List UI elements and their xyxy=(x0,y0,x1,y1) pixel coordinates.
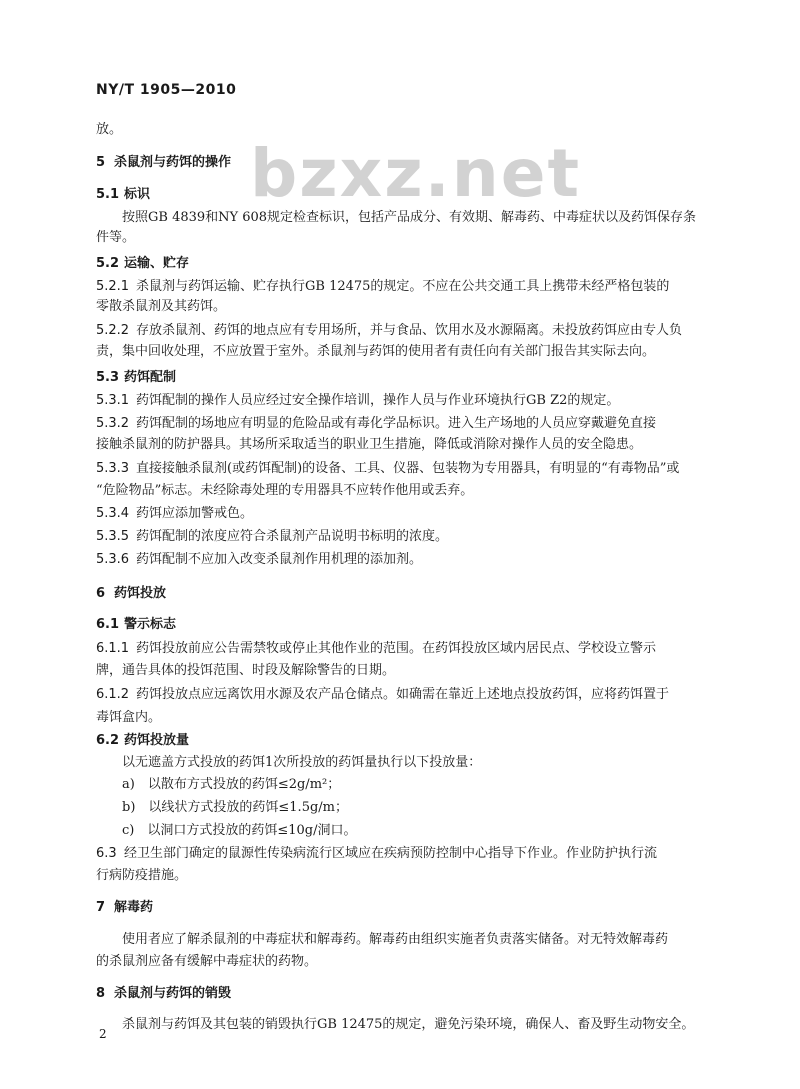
section-title: 运输、贮存 xyxy=(124,256,190,271)
paragraph-line: 按照GB 4839和NY 608规定检查标识，包括产品成分、有效期、解毒药、中毒症状以及药饵保存条 xyxy=(122,210,697,225)
clause-text: 药饵投放前应公告需禁牧或停止其他作业的范围。在药饵投放区域内居民点、学校设立警示 xyxy=(136,641,657,656)
list-item: c) 以洞口方式投放的药饵≤10g/洞口。 xyxy=(122,823,357,838)
section-title: 药饵配制 xyxy=(124,370,177,385)
section-6-1-heading xyxy=(96,616,176,634)
clause-text: 药饵配制的场地应有明显的危险品或有毒化学品标识。进入生产场地的人员应穿戴避免直接 xyxy=(136,416,657,431)
paragraph-line: “危险物品”标志。未经除毒处理的专用器具不应转作他用或丢弃。 xyxy=(96,483,474,498)
section-title: 杀鼠剂与药饵的操作 xyxy=(114,155,232,170)
section-title: 标识 xyxy=(124,187,151,202)
section-number: 8 xyxy=(96,986,106,1001)
paragraph-line: 接触杀鼠剂的防护器具。其场所采取适当的职业卫生措施，降低或消除对操作人员的安全隐患。 xyxy=(96,437,643,452)
clause-6-3 xyxy=(96,845,657,863)
section-6-2-heading xyxy=(96,732,189,750)
clause-text: 杀鼠剂与药饵运输、贮存执行GB 12475的规定。不应在公共交通工具上携带未经严格包装的 xyxy=(136,279,670,294)
clause-text: 药饵应添加警戒色。 xyxy=(136,506,254,521)
clause-5-3-2 xyxy=(96,415,656,433)
paragraph-line: 以无遮盖方式投放的药饵1次所投放的药饵量执行以下投放量： xyxy=(122,755,482,770)
section-number: 6.2 xyxy=(96,733,120,748)
section-title: 警示标志 xyxy=(124,617,177,632)
paragraph-line: 牌，通告具体的投饵范围、时段及解除警告的日期。 xyxy=(96,663,396,678)
clause-5-3-4 xyxy=(96,505,253,523)
clause-6-1-1 xyxy=(96,640,656,658)
page-number: 2 xyxy=(99,1027,107,1041)
clause-text: 药饵配制的操作人员应经过安全操作培训，操作人员与作业环境执行GB Z2的规定。 xyxy=(136,393,620,408)
clause-text: 直接接触杀鼠剂(或药饵配制)的设备、工具、仪器、包装物为专用器具，有明显的“有毒物品”或 xyxy=(136,461,680,476)
clause-number: 5.2.2 xyxy=(96,323,130,338)
clause-5-3-6 xyxy=(96,551,422,569)
section-5-3-heading xyxy=(96,369,176,387)
standard-header: NY/T 1905—2010 xyxy=(96,82,237,98)
clause-5-2-2 xyxy=(96,322,682,340)
clause-number: 5.3.5 xyxy=(96,529,130,544)
section-5-1-heading xyxy=(96,186,150,204)
paragraph-line: 放。 xyxy=(96,122,123,137)
clause-text: 经卫生部门确定的鼠源性传染病流行区域应在疾病预防控制中心指导下作业。作业防护执行流 xyxy=(124,846,658,861)
clause-5-3-5 xyxy=(96,528,448,546)
paragraph-line: 零散杀鼠剂及其药饵。 xyxy=(96,299,227,314)
clause-number: 5.3.6 xyxy=(96,552,130,567)
clause-number: 5.2.1 xyxy=(96,279,130,294)
clause-text: 药饵配制的浓度应符合杀鼠剂产品说明书标明的浓度。 xyxy=(136,529,449,544)
clause-5-2-1 xyxy=(96,278,669,296)
section-number: 5.3 xyxy=(96,370,120,385)
section-8-heading xyxy=(96,985,231,1003)
clause-5-3-1 xyxy=(96,392,619,410)
section-5-2-heading xyxy=(96,255,189,273)
section-number: 6 xyxy=(96,586,106,601)
section-5-heading xyxy=(96,154,231,172)
clause-text: 药饵投放点应远离饮用水源及农产品仓储点。如确需在靠近上述地点投放药饵，应将药饵置于 xyxy=(136,687,670,702)
clause-number: 5.3.3 xyxy=(96,461,130,476)
section-title: 解毒药 xyxy=(114,900,154,915)
clause-text: 存放杀鼠剂、药饵的地点应有专用场所，并与食品、饮用水及水源隔离。未投放药饵应由专人负 xyxy=(136,323,683,338)
paragraph-line: 杀鼠剂与药饵及其包装的销毁执行GB 12475的规定，避免污染环境，确保人、畜及野生动物安全。 xyxy=(122,1017,695,1032)
section-number: 5 xyxy=(96,155,106,170)
section-number: 7 xyxy=(96,900,106,915)
clause-5-3-3 xyxy=(96,460,679,478)
clause-number: 6.1.2 xyxy=(96,687,130,702)
clause-6-1-2 xyxy=(96,686,669,704)
clause-number: 5.3.4 xyxy=(96,506,130,521)
clause-number: 6.3 xyxy=(96,846,117,861)
section-6-heading xyxy=(96,585,166,603)
paragraph-line: 件等。 xyxy=(96,230,136,245)
clause-number: 6.1.1 xyxy=(96,641,130,656)
paragraph-line: 的杀鼠剂应备有缓解中毒症状的药物。 xyxy=(96,954,318,969)
list-item: b) 以线状方式投放的药饵≤1.5g/m； xyxy=(122,800,348,815)
paragraph-line: 责，集中回收处理，不应放置于室外。杀鼠剂与药饵的使用者有责任向有关部门报告其实际去向。 xyxy=(96,344,656,359)
section-number: 5.2 xyxy=(96,256,120,271)
section-title: 药饵投放 xyxy=(114,586,167,601)
section-7-heading xyxy=(96,899,153,917)
clause-text: 药饵配制不应加入改变杀鼠剂作用机理的添加剂。 xyxy=(136,552,423,567)
paragraph-line: 使用者应了解杀鼠剂的中毒症状和解毒药。解毒药由组织实施者负责落实储备。对无特效解毒药 xyxy=(122,932,669,947)
list-item: a) 以散布方式投放的药饵≤2g/m²； xyxy=(122,777,341,792)
paragraph-line: 毒饵盒内。 xyxy=(96,710,162,725)
clause-number: 5.3.2 xyxy=(96,416,130,431)
section-number: 5.1 xyxy=(96,187,120,202)
watermark: bzxz.net xyxy=(250,135,582,212)
section-title: 杀鼠剂与药饵的销毁 xyxy=(114,986,232,1001)
paragraph-line: 行病防疫措施。 xyxy=(96,868,188,883)
section-number: 6.1 xyxy=(96,617,120,632)
clause-number: 5.3.1 xyxy=(96,393,130,408)
section-title: 药饵投放量 xyxy=(124,733,190,748)
